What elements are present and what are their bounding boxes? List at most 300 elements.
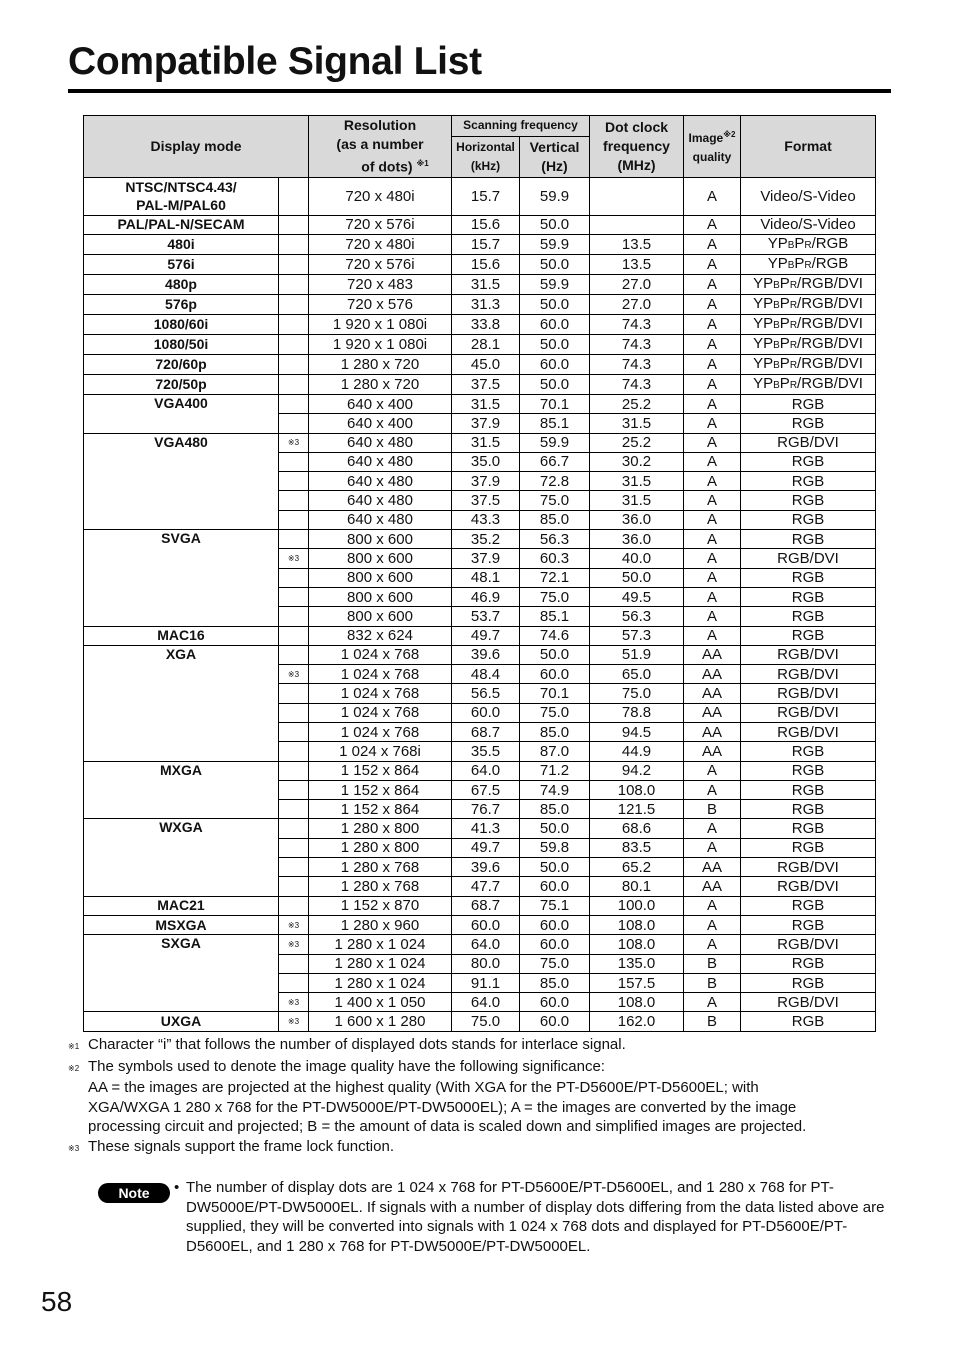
vertical-hz-cell: 50.0 — [520, 374, 590, 394]
table-row — [84, 374, 876, 394]
frame-lock-mark-cell — [279, 838, 309, 857]
display-mode-label: VGA480 — [154, 433, 208, 450]
display-mode-label: 1080/60i — [153, 315, 209, 332]
format-rest: /RGB/DVI — [797, 334, 863, 352]
vertical-hz-cell: 75.0 — [520, 954, 590, 973]
dot-clock-mhz-cell: 74.3 — [590, 314, 684, 334]
vertical-hz-cell: 85.0 — [520, 973, 590, 992]
display-mode-uxga — [84, 1012, 279, 1031]
display-mode-xga — [84, 645, 279, 761]
image-quality-cell: A — [684, 491, 741, 510]
format-rest: /RGB/DVI — [797, 374, 863, 392]
horizontal-khz-cell: 15.7 — [452, 234, 520, 254]
image-quality-cell: B — [684, 973, 741, 992]
dot-clock-mhz-cell: 27.0 — [590, 274, 684, 294]
resolution-cell: 800 x 600 — [309, 607, 452, 626]
resolution-cell: 1 400 x 1 050 — [309, 993, 452, 1012]
frame-lock-mark-cell — [279, 935, 309, 954]
footnote-3 — [68, 1137, 868, 1159]
dot-clock-mhz-cell: 83.5 — [590, 838, 684, 857]
header-display-mode: Display mode — [84, 116, 309, 178]
frame-lock-mark-cell — [279, 234, 309, 254]
dot-clock-mhz-cell: 108.0 — [590, 935, 684, 954]
vertical-hz-cell: 59.9 — [520, 234, 590, 254]
image-quality-cell: B — [684, 800, 741, 819]
table-row — [84, 274, 876, 294]
dot-clock-mhz-cell: 108.0 — [590, 993, 684, 1012]
format-cell: RGB — [741, 780, 876, 799]
frame-lock-mark-cell — [279, 274, 309, 294]
frame-lock-mark: ※3 — [287, 1017, 300, 1027]
format-cell — [741, 274, 876, 294]
header-resolution-line2: (as a number — [336, 136, 424, 152]
format-cell: RGB — [741, 414, 876, 433]
image-quality-cell: A — [684, 472, 741, 491]
format-cell: RGB/DVI — [741, 935, 876, 954]
horizontal-khz-cell: 64.0 — [452, 761, 520, 780]
frame-lock-mark-cell — [279, 742, 309, 761]
format-r: R — [789, 359, 798, 371]
dot-clock-mhz-cell: 80.1 — [590, 877, 684, 896]
format-cell: RGB/DVI — [741, 703, 876, 722]
note-bullet: • — [174, 1179, 180, 1196]
resolution-cell: 1 024 x 768 — [309, 703, 452, 722]
footnote-3-mark: ※3 — [68, 1143, 80, 1153]
format-cell: RGB — [741, 1012, 876, 1031]
horizontal-khz-cell: 43.3 — [452, 510, 520, 529]
format-b: B — [773, 379, 780, 391]
table-header — [84, 116, 876, 178]
table-row — [84, 234, 876, 254]
frame-lock-mark-cell — [279, 993, 309, 1012]
vertical-hz-cell: 71.2 — [520, 761, 590, 780]
display-mode-label: NTSC/NTSC4.43/ — [125, 179, 237, 196]
frame-lock-mark-cell — [279, 334, 309, 354]
image-quality-cell: A — [684, 510, 741, 529]
header-format: Format — [741, 116, 876, 178]
dot-clock-mhz-cell: 108.0 — [590, 780, 684, 799]
image-quality-cell: A — [684, 414, 741, 433]
format-y: YP — [753, 374, 774, 392]
table-row — [84, 935, 876, 954]
table-row — [84, 915, 876, 934]
dot-clock-mhz-cell: 31.5 — [590, 491, 684, 510]
display-mode-m576i — [84, 254, 279, 274]
dot-clock-mhz-cell: 75.0 — [590, 684, 684, 703]
frame-lock-mark-cell — [279, 665, 309, 684]
footnote-2-line2: AA = the images are projected at the highest quality (With XGA for the PT-D5600E/PT-D5600EL; with — [88, 1079, 759, 1096]
image-quality-cell: A — [684, 530, 741, 549]
image-quality-cell: A — [684, 294, 741, 314]
page-title: Compatible Signal List — [68, 40, 482, 83]
format-cell — [741, 294, 876, 314]
footnote-1-ref: ※1 — [416, 159, 429, 168]
format-r: R — [789, 279, 798, 291]
frame-lock-mark-cell — [279, 915, 309, 934]
frame-lock-mark-cell — [279, 472, 309, 491]
format-cell: RGB — [741, 607, 876, 626]
horizontal-khz-cell: 91.1 — [452, 973, 520, 992]
resolution-cell: 1 280 x 768 — [309, 877, 452, 896]
display-mode-label: 576i — [167, 255, 195, 272]
resolution-cell: 720 x 480i — [309, 177, 452, 215]
dot-clock-mhz-cell: 94.5 — [590, 723, 684, 742]
format-r: R — [804, 239, 812, 251]
dot-clock-mhz-cell: 50.0 — [590, 568, 684, 587]
display-mode-label: MAC21 — [157, 897, 205, 914]
vertical-hz-cell: 50.0 — [520, 215, 590, 234]
frame-lock-mark-cell — [279, 1012, 309, 1031]
horizontal-khz-cell: 64.0 — [452, 993, 520, 1012]
display-mode-vga480 — [84, 433, 279, 529]
horizontal-khz-cell: 15.6 — [452, 215, 520, 234]
vertical-hz-cell: 87.0 — [520, 742, 590, 761]
resolution-cell: 1 280 x 960 — [309, 915, 452, 934]
format-r: R — [804, 259, 812, 271]
format-cell: Video/S-Video — [741, 215, 876, 234]
resolution-cell: 1 280 x 720 — [309, 354, 452, 374]
format-y: YP — [753, 314, 774, 332]
image-quality-cell: AA — [684, 665, 741, 684]
image-quality-cell: A — [684, 433, 741, 452]
dot-clock-mhz-cell: 74.3 — [590, 354, 684, 374]
table-row — [84, 761, 876, 780]
vertical-hz-cell: 56.3 — [520, 530, 590, 549]
display-mode-label: MAC16 — [157, 627, 205, 644]
horizontal-khz-cell: 75.0 — [452, 1012, 520, 1031]
format-cell: RGB — [741, 626, 876, 645]
display-mode-m576p — [84, 294, 279, 314]
vertical-hz-cell: 85.1 — [520, 414, 590, 433]
display-mode-label: 480i — [167, 235, 195, 252]
format-cell: RGB/DVI — [741, 858, 876, 877]
format-cell: RGB — [741, 568, 876, 587]
header-horizontal-label: Horizontal — [456, 139, 515, 154]
horizontal-khz-cell: 67.5 — [452, 780, 520, 799]
frame-lock-mark-cell — [279, 973, 309, 992]
dot-clock-mhz-cell: 25.2 — [590, 433, 684, 452]
format-b: B — [773, 299, 780, 311]
format-b: B — [773, 319, 780, 331]
format-cell: RGB — [741, 819, 876, 838]
display-mode-m480p — [84, 274, 279, 294]
image-quality-cell: A — [684, 819, 741, 838]
display-mode-label: 720/60p — [155, 355, 207, 372]
dot-clock-mhz-cell: 74.3 — [590, 334, 684, 354]
dot-clock-mhz-cell: 27.0 — [590, 294, 684, 314]
image-quality-cell: AA — [684, 703, 741, 722]
vertical-hz-cell: 59.8 — [520, 838, 590, 857]
horizontal-khz-cell: 37.9 — [452, 472, 520, 491]
frame-lock-mark-cell — [279, 491, 309, 510]
format-rest: /RGB/DVI — [797, 274, 863, 292]
vertical-hz-cell: 60.0 — [520, 935, 590, 954]
signal-table — [83, 115, 876, 1032]
horizontal-khz-cell: 37.9 — [452, 414, 520, 433]
vertical-hz-cell: 75.0 — [520, 491, 590, 510]
vertical-hz-cell: 85.0 — [520, 510, 590, 529]
format-p: P — [779, 314, 790, 332]
format-cell — [741, 334, 876, 354]
format-y: YP — [767, 254, 788, 272]
dot-clock-mhz-cell: 13.5 — [590, 254, 684, 274]
format-rest: /RGB/DVI — [797, 314, 863, 332]
dot-clock-mhz-cell: 65.0 — [590, 665, 684, 684]
display-mode-pal — [84, 215, 279, 234]
horizontal-khz-cell: 68.7 — [452, 896, 520, 915]
resolution-cell: 1 280 x 1 024 — [309, 954, 452, 973]
vertical-hz-cell: 50.0 — [520, 254, 590, 274]
frame-lock-mark-cell — [279, 530, 309, 549]
format-p: P — [779, 334, 790, 352]
resolution-cell: 1 600 x 1 280 — [309, 1012, 452, 1031]
format-cell: RGB/DVI — [741, 723, 876, 742]
table-row — [84, 354, 876, 374]
format-cell: RGB/DVI — [741, 684, 876, 703]
header-hz: (Hz) — [541, 157, 568, 174]
display-mode-label: WXGA — [159, 819, 203, 836]
resolution-cell: 640 x 480 — [309, 491, 452, 510]
vertical-hz-cell: 74.9 — [520, 780, 590, 799]
table-body — [84, 177, 876, 1031]
format-b: B — [773, 359, 780, 371]
format-rest: /RGB — [811, 234, 849, 252]
format-cell — [741, 234, 876, 254]
horizontal-khz-cell: 60.0 — [452, 703, 520, 722]
format-cell: RGB/DVI — [741, 549, 876, 568]
vertical-hz-cell: 60.0 — [520, 877, 590, 896]
horizontal-khz-cell: 39.6 — [452, 645, 520, 664]
dot-clock-mhz-cell: 44.9 — [590, 742, 684, 761]
frame-lock-mark-cell — [279, 626, 309, 645]
format-cell — [741, 254, 876, 274]
vertical-hz-cell: 60.0 — [520, 993, 590, 1012]
display-mode-svga — [84, 530, 279, 626]
dot-clock-mhz-cell: 36.0 — [590, 530, 684, 549]
dot-clock-mhz-cell: 25.2 — [590, 394, 684, 413]
frame-lock-mark-cell — [279, 703, 309, 722]
dot-clock-mhz-cell: 94.2 — [590, 761, 684, 780]
frame-lock-mark-cell — [279, 314, 309, 334]
resolution-cell: 800 x 600 — [309, 568, 452, 587]
table-row — [84, 530, 876, 549]
format-p: P — [794, 234, 805, 252]
title-rule — [68, 89, 891, 93]
dot-clock-mhz-cell: 56.3 — [590, 607, 684, 626]
format-cell: RGB/DVI — [741, 645, 876, 664]
image-quality-cell: A — [684, 780, 741, 799]
frame-lock-mark-cell — [279, 549, 309, 568]
resolution-cell: 1 024 x 768i — [309, 742, 452, 761]
footnote-2-text: The symbols used to denote the image quality have the following significance: — [88, 1057, 605, 1075]
header-khz: (kHz) — [470, 158, 501, 173]
table-row — [84, 626, 876, 645]
footnote-2 — [68, 1057, 868, 1079]
header-dot-clock-line2: frequency — [603, 137, 670, 154]
frame-lock-mark-cell — [279, 215, 309, 234]
table-row — [84, 394, 876, 413]
resolution-cell: 800 x 600 — [309, 530, 452, 549]
format-cell: RGB — [741, 915, 876, 934]
header-resolution — [309, 116, 452, 178]
frame-lock-mark-cell — [279, 761, 309, 780]
header-image-line1 — [684, 125, 740, 148]
frame-lock-mark-cell — [279, 433, 309, 452]
horizontal-khz-cell: 15.7 — [452, 177, 520, 215]
format-cell: RGB — [741, 954, 876, 973]
resolution-cell: 1 152 x 864 — [309, 761, 452, 780]
display-mode-msxga — [84, 915, 279, 934]
image-quality-cell: A — [684, 234, 741, 254]
vertical-hz-cell: 50.0 — [520, 858, 590, 877]
format-p: P — [779, 274, 790, 292]
vertical-hz-cell: 50.0 — [520, 645, 590, 664]
page-number: 58 — [41, 1286, 73, 1317]
frame-lock-mark-cell — [279, 510, 309, 529]
dot-clock-mhz-cell: 49.5 — [590, 587, 684, 606]
horizontal-khz-cell: 60.0 — [452, 915, 520, 934]
frame-lock-mark: ※3 — [287, 553, 300, 563]
horizontal-khz-cell: 49.7 — [452, 626, 520, 645]
format-cell: RGB — [741, 896, 876, 915]
image-quality-cell: A — [684, 935, 741, 954]
frame-lock-mark-cell — [279, 877, 309, 896]
vertical-hz-cell: 72.8 — [520, 472, 590, 491]
display-mode-label: 720/50p — [155, 375, 207, 392]
horizontal-khz-cell: 31.5 — [452, 394, 520, 413]
frame-lock-mark-cell — [279, 587, 309, 606]
table-row — [84, 215, 876, 234]
image-quality-cell: A — [684, 626, 741, 645]
display-mode-label: UXGA — [160, 1013, 202, 1030]
format-cell: RGB — [741, 838, 876, 857]
frame-lock-mark: ※3 — [287, 939, 300, 949]
format-p: P — [794, 254, 805, 272]
dot-clock-mhz-cell: 36.0 — [590, 510, 684, 529]
frame-lock-mark-cell — [279, 177, 309, 215]
horizontal-khz-cell: 31.3 — [452, 294, 520, 314]
horizontal-khz-cell: 37.9 — [452, 549, 520, 568]
vertical-hz-cell: 85.0 — [520, 723, 590, 742]
dot-clock-mhz-cell: 30.2 — [590, 452, 684, 471]
resolution-cell: 1 024 x 768 — [309, 723, 452, 742]
resolution-cell: 720 x 480i — [309, 234, 452, 254]
format-b: B — [773, 279, 780, 291]
footnote-1 — [68, 1035, 868, 1057]
resolution-cell: 1 920 x 1 080i — [309, 314, 452, 334]
header-scanning-frequency: Scanning frequency — [452, 116, 590, 137]
format-cell: RGB — [741, 761, 876, 780]
header-horizontal — [452, 136, 520, 177]
display-mode-vga400 — [84, 394, 279, 433]
display-mode-label: 1080/50i — [153, 335, 209, 352]
horizontal-khz-cell: 76.7 — [452, 800, 520, 819]
display-mode-mac16 — [84, 626, 279, 645]
format-cell: RGB — [741, 472, 876, 491]
note-paragraph — [174, 1178, 889, 1256]
image-quality-cell: B — [684, 954, 741, 973]
resolution-cell: 832 x 624 — [309, 626, 452, 645]
format-cell: RGB/DVI — [741, 877, 876, 896]
footnotes — [68, 1035, 868, 1158]
vertical-hz-cell: 74.6 — [520, 626, 590, 645]
vertical-hz-cell: 50.0 — [520, 294, 590, 314]
header-image-line2: quality — [692, 150, 732, 165]
format-y: YP — [767, 234, 788, 252]
header-image-text: Image — [688, 131, 724, 146]
resolution-cell: 720 x 576i — [309, 215, 452, 234]
format-p: P — [779, 354, 790, 372]
vertical-hz-cell: 85.1 — [520, 607, 590, 626]
image-quality-cell: A — [684, 314, 741, 334]
resolution-cell: 720 x 576 — [309, 294, 452, 314]
dot-clock-mhz-cell: 31.5 — [590, 414, 684, 433]
horizontal-khz-cell: 56.5 — [452, 684, 520, 703]
vertical-hz-cell: 60.0 — [520, 915, 590, 934]
dot-clock-mhz-cell: 121.5 — [590, 800, 684, 819]
dot-clock-mhz-cell: 162.0 — [590, 1012, 684, 1031]
dot-clock-mhz-cell: 78.8 — [590, 703, 684, 722]
resolution-cell: 640 x 480 — [309, 472, 452, 491]
format-cell — [741, 314, 876, 334]
frame-lock-mark-cell — [279, 723, 309, 742]
horizontal-khz-cell: 31.5 — [452, 274, 520, 294]
footnote-2-line4: processing circuit and projected; B = the amount of data is scaled down and simplified images are projected. — [88, 1118, 807, 1135]
frame-lock-mark-cell — [279, 414, 309, 433]
image-quality-cell: A — [684, 452, 741, 471]
frame-lock-mark-cell — [279, 294, 309, 314]
image-quality-cell: AA — [684, 684, 741, 703]
vertical-hz-cell: 59.9 — [520, 433, 590, 452]
horizontal-khz-cell: 53.7 — [452, 607, 520, 626]
frame-lock-mark-cell — [279, 354, 309, 374]
vertical-hz-cell: 60.3 — [520, 549, 590, 568]
frame-lock-mark-cell — [279, 896, 309, 915]
resolution-cell: 1 280 x 800 — [309, 838, 452, 857]
frame-lock-mark-cell — [279, 568, 309, 587]
header-dot-clock — [590, 116, 684, 178]
image-quality-cell: A — [684, 334, 741, 354]
image-quality-cell: A — [684, 838, 741, 857]
table-row — [84, 645, 876, 664]
horizontal-khz-cell: 31.5 — [452, 433, 520, 452]
frame-lock-mark-cell — [279, 684, 309, 703]
resolution-cell: 1 280 x 1 024 — [309, 935, 452, 954]
vertical-hz-cell: 50.0 — [520, 334, 590, 354]
image-quality-cell: AA — [684, 742, 741, 761]
image-quality-cell: A — [684, 274, 741, 294]
dot-clock-mhz-cell: 57.3 — [590, 626, 684, 645]
footnote-3-text: These signals support the frame lock function. — [88, 1137, 394, 1155]
format-rest: /RGB/DVI — [797, 294, 863, 312]
vertical-hz-cell: 59.9 — [520, 274, 590, 294]
horizontal-khz-cell: 46.9 — [452, 587, 520, 606]
dot-clock-mhz-cell: 13.5 — [590, 234, 684, 254]
format-cell: RGB — [741, 973, 876, 992]
vertical-hz-cell: 85.0 — [520, 800, 590, 819]
horizontal-khz-cell: 33.8 — [452, 314, 520, 334]
image-quality-cell: AA — [684, 877, 741, 896]
table-row — [84, 294, 876, 314]
dot-clock-mhz-cell: 100.0 — [590, 896, 684, 915]
display-mode-label: SXGA — [161, 935, 201, 952]
table-row — [84, 177, 876, 215]
format-b: B — [787, 239, 795, 251]
display-mode-wxga — [84, 819, 279, 896]
horizontal-khz-cell: 48.1 — [452, 568, 520, 587]
frame-lock-mark-cell — [279, 394, 309, 413]
dot-clock-mhz-cell: 74.3 — [590, 374, 684, 394]
